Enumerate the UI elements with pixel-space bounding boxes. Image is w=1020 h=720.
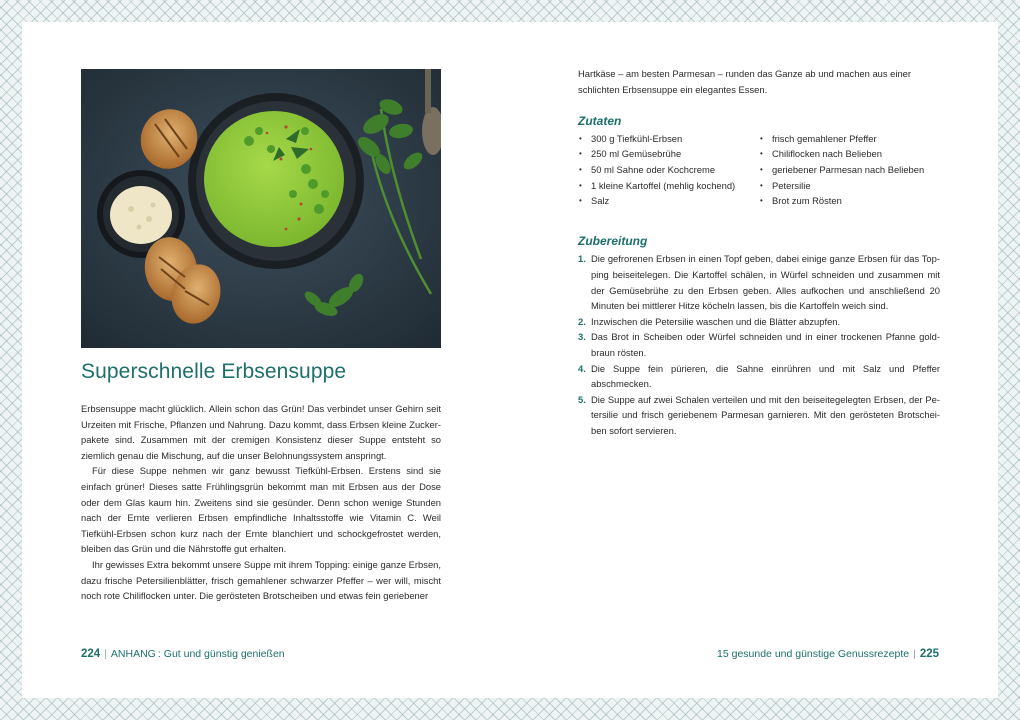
ingredients-column-left [578, 131, 759, 209]
footer-section: ANHANG [110, 648, 156, 660]
ingredient-item: • Chiliflocken nach Belieben [759, 146, 940, 162]
footer-separator: | [913, 648, 916, 660]
recipe-intro-text [81, 401, 441, 604]
footer-colon: : [157, 648, 161, 660]
soup-photo [81, 69, 441, 348]
page-number-right: 225 [919, 648, 939, 660]
step-text: Die Suppe fein pürieren, die Sahne einrühren und mit Salz und Pfeffer abschmecken. [591, 362, 940, 390]
footer-left [81, 648, 285, 660]
ingredient-item: • 250 ml Gemüsebrühe [578, 146, 759, 162]
ingredient-item: • Petersilie [759, 178, 940, 194]
step-item [578, 329, 940, 360]
step-number: 2. [578, 315, 586, 327]
footer-chapter-title: Gut und günstig genießen [163, 648, 285, 660]
intro-paragraph: Erbsensuppe macht glücklich. Allein schon das Grün! Das verbindet unser Gehirn seit Urzeiten mit Frische, Pflanzen und Nahrung. Dazu kommt, dass Erbsen kleine Zuckerpakete sind. Zusammen mit der cremigen Konsistenz dieser Suppe entsteht so ziemlich genau die Mischung, auf die unser Belohnungssystem anspringt. [81, 403, 441, 461]
ingredient-item: • Brot zum Rösten [759, 193, 940, 209]
book-spread [22, 22, 998, 698]
ingredients-heading: Zutaten [578, 114, 622, 129]
ingredients-column-right [759, 131, 940, 209]
ingredients-list [578, 131, 940, 209]
intro-continued-text: Hartkäse – am besten Parmesan – runden das Ganze ab und machen aus einer schlichten Erbsensuppe ein elegantes Essen. [578, 68, 912, 95]
ingredient-item: • frisch gemahlener Pfeffer [759, 131, 940, 147]
intro-paragraph: Ihr gewisses Extra bekommt unsere Suppe mit ihrem Topping: einige ganze Erbsen, dazu frische Petersilienblätter, frisch gemahlener schwarzer Pfeffer – wer will, mischt noch rote Chiliflocken unter. Die gerösteten Brotscheiben und etwas fein geriebener [81, 558, 441, 602]
step-number: 1. [578, 253, 586, 265]
ingredient-item: • geriebener Parmesan nach Belieben [759, 162, 940, 178]
step-number: 4. [578, 362, 586, 374]
step-text: Inzwischen die Petersilie waschen und die Blätter abzupfen. [591, 315, 841, 327]
preparation-heading: Zubereitung [578, 233, 648, 248]
footer-book-title: 15 gesunde und günstige Genussrezepte [717, 648, 910, 660]
step-item [578, 392, 940, 439]
intro-continued [578, 66, 940, 97]
step-text: Die gefrorenen Erbsen in einen Topf geben, dabei einige ganze Erbsen für das Topping beiseitelegen. Die Kartoffel schälen, in Würfel schneiden und zusammen mit der Gemüsebrühe zu den Erbsen geben. Alles aufkochen und anschließend 20 Minuten bei mittlerer Hitze köcheln lassen, bis die Kartoffeln weich sind. [591, 253, 940, 312]
footer-separator: | [104, 648, 107, 660]
step-item [578, 251, 940, 313]
step-number: 3. [578, 331, 586, 343]
pea-soup-image [81, 69, 441, 348]
ingredient-item: • 300 g Tiefkühl-Erbsen [578, 131, 759, 147]
step-item [578, 314, 940, 330]
recipe-title: Superschnelle Erbsensuppe [81, 360, 347, 383]
ingredient-item: • Salz [578, 193, 759, 209]
intro-paragraph: Für diese Suppe nehmen wir ganz bewusst Tiefkühl-Erbsen. Erstens sind sie einfach grüner! Dieses satte Frühlingsgrün bekommt man mit Erbsen aus der Dose oder dem Glas kaum hin. Zweitens sind sie gesünder. Denn schon wenige Stunden nach der Ernte verlieren Erbsen empfindliche Inhaltsstoffe wie Vitamin C. Weil Tiefkühl-Erbsen schon kurz nach der Ernte blanchiert und schockgefrostet werden, bleiben das Grün und die Nährstoffe gut erhalten. [81, 465, 441, 555]
ingredient-item: • 1 kleine Kartoffel (mehlig kochend) [578, 178, 759, 194]
step-item [578, 361, 940, 392]
footer-right [717, 648, 939, 660]
step-text: Die Suppe auf zwei Schalen verteilen und mit den beiseitegelegten Erbsen, der Petersilie und frisch geriebenem Parmesan garnieren. Mit den gerösteten Brotscheiben sofort servieren. [591, 393, 940, 436]
right-page-content [578, 66, 940, 438]
preparation-steps [578, 251, 940, 438]
page-number-left: 224 [81, 648, 101, 660]
step-text: Das Brot in Scheiben oder Würfel schneiden und in einer trockenen Pfanne goldbraun rösten. [591, 331, 940, 358]
step-number: 5. [578, 393, 586, 405]
ingredient-item: • 50 ml Sahne oder Kochcreme [578, 162, 759, 178]
